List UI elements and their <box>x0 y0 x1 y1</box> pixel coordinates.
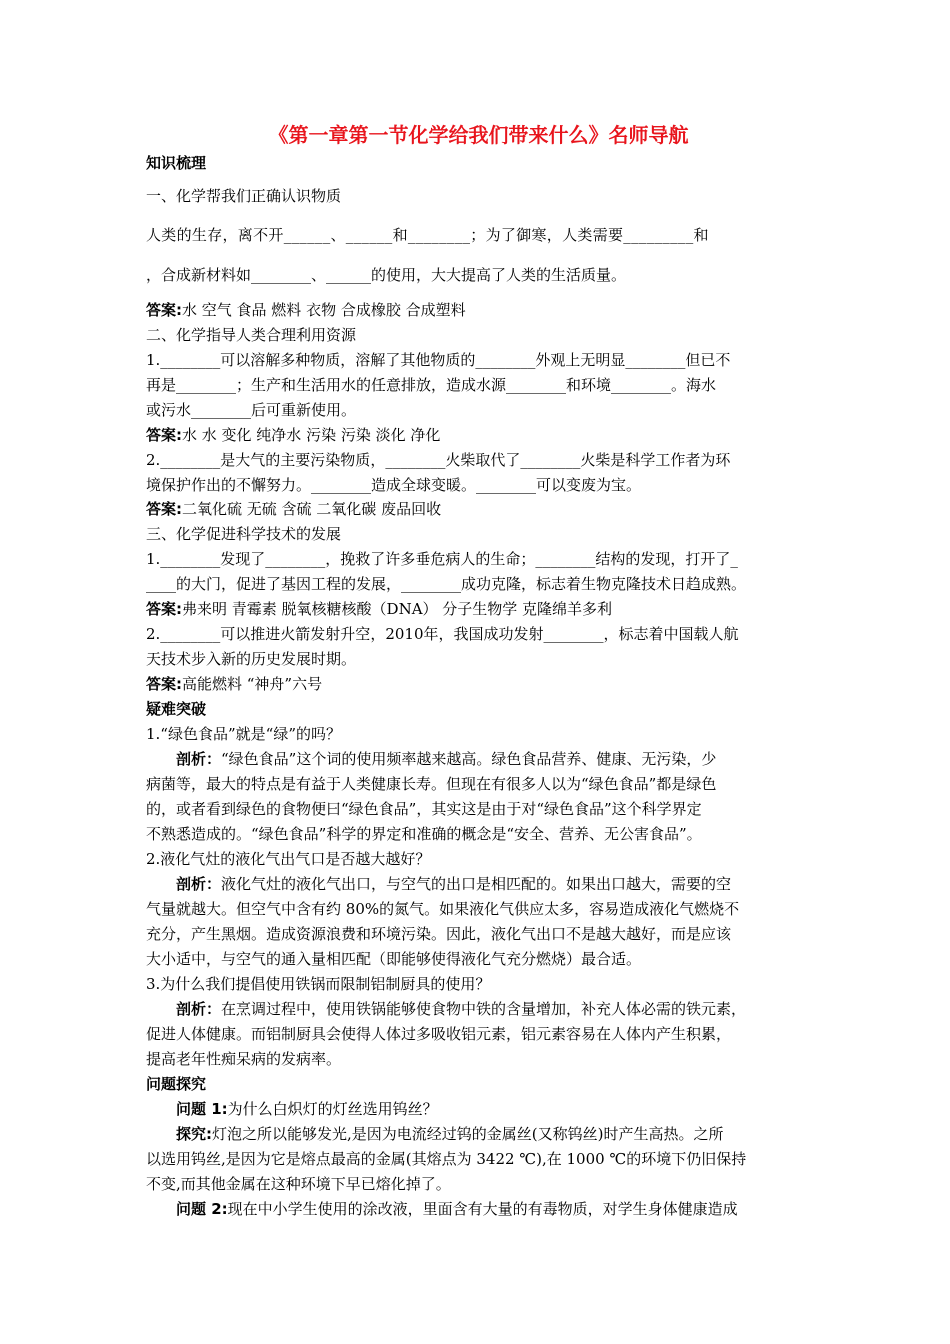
inquiry-text: 灯泡之所以能够发光,是因为电流经过钨的金属丝(又称钨丝)时产生高热。之所 <box>212 1125 724 1143</box>
answer-text: 水 水 变化 纯净水 污染 污染 淡化 净化 <box>182 426 441 444</box>
subheading-3: 三、化学促进科学技术的发展 <box>146 525 342 543</box>
answer-label: 答案: <box>146 675 182 693</box>
analysis-line <box>176 874 731 894</box>
inquiry-label: 探究: <box>176 1125 212 1143</box>
answer-label: 答案: <box>146 500 182 518</box>
section-heading-knowledge: 知识梳理 <box>146 154 207 172</box>
paragraph-line: 病菌等，最大的特点是有益于人类健康长寿。但现在有很多人以为“绿色食品”都是绿色 <box>146 775 717 793</box>
answer-label: 答案: <box>146 426 182 444</box>
paragraph-line: 不熟悉造成的。“绿色食品”科学的界定和准确的概念是“安全、营养、无公害食品”。 <box>146 825 702 843</box>
paragraph-line: 促进人体健康。而铝制厨具会使得人体过多吸收铝元素，铝元素容易在人体内产生积累， <box>146 1025 732 1043</box>
paragraph-line: 充分，产生黑烟。造成资源浪费和环境污染。因此，液化气出口不是越大越好，而是应该 <box>146 925 732 943</box>
analysis-label: 剖析： <box>176 750 222 768</box>
analysis-label: 剖析： <box>176 1000 222 1018</box>
problem-line <box>176 1199 738 1219</box>
analysis-text: 液化气灶的液化气出口，与空气的出口是相匹配的。如果出口越大，需要的空 <box>221 875 732 893</box>
answer-label: 答案: <box>146 600 182 618</box>
answer-line <box>146 425 440 445</box>
question-line: ____的大门，促进了基因工程的发展，________成功克隆，标志着生物克隆技术日趋成熟。 <box>146 575 747 593</box>
question-line: 再是________；生产和生活用水的任意排放，造成水源________和环境________。海水 <box>146 376 717 394</box>
analysis-text: “绿色食品”这个词的使用频率越来越高。绿色食品营养、健康、无污染，少 <box>221 750 717 768</box>
problem-line <box>176 1099 438 1119</box>
question-line: 1.________发现了________，挽救了许多垂危病人的生命；________结构的发现，打开了_ <box>146 550 738 568</box>
answer-line <box>146 300 466 320</box>
analysis-line <box>176 749 716 769</box>
page-title: 《第一章第一节化学给我们带来什么》名师导航 <box>268 123 689 147</box>
subheading-1: 一、化学帮我们正确认识物质 <box>146 187 342 205</box>
question-line: 人类的生存，离不开______、______和________；为了御寒，人类需要_________和 <box>146 226 709 244</box>
question-line: 或污水________后可重新使用。 <box>146 401 357 419</box>
answer-text: 水 空气 食品 燃料 衣物 合成橡胶 合成塑料 <box>182 301 466 319</box>
inquiry-line <box>176 1124 723 1144</box>
paragraph-line: 气量就越大。但空气中含有约 80%的氮气。如果液化气供应太多，容易造成液化气燃烧不 <box>146 900 740 918</box>
question-line: 2.________是大气的主要污染物质，________火柴取代了________火柴是科学工作者为环 <box>146 451 731 469</box>
problem-text: 为什么白炽灯的灯丝选用钨丝？ <box>227 1100 438 1118</box>
question-line: 2.液化气灶的液化气出气口是否越大越好？ <box>146 850 431 868</box>
question-line: 境保护作出的不懈努力。________造成全球变暖。________可以变废为宝。 <box>146 476 642 494</box>
answer-text: 二氧化硫 无硫 含硫 二氧化碳 废品回收 <box>182 500 442 518</box>
question-line: 1.________可以溶解多种物质，溶解了其他物质的________外观上无明显________但已不 <box>146 351 731 369</box>
answer-label: 答案: <box>146 301 182 319</box>
paragraph-line: 以选用钨丝,是因为它是熔点最高的金属(其熔点为 3422 ℃),在 1000 ℃的环境下仍旧保持 <box>146 1150 747 1168</box>
problem-label: 问题 2: <box>176 1200 228 1218</box>
problem-text: 现在中小学生使用的涂改液，里面含有大量的有毒物质，对学生身体健康造成 <box>227 1200 738 1218</box>
section-heading-difficulties: 疑难突破 <box>146 700 207 718</box>
answer-text: 高能燃料 “神舟”六号 <box>182 675 323 693</box>
answer-text: 弗来明 青霉素 脱氧核糖核酸（DNA） 分子生物学 克隆绵羊多利 <box>182 600 613 618</box>
subheading-2: 二、化学指导人类合理利用资源 <box>146 326 357 344</box>
answer-line <box>146 599 612 619</box>
question-line: 2.________可以推进火箭发射升空，2010年，我国成功发射________，标志着中国载人航 <box>146 625 739 643</box>
answer-line <box>146 499 441 519</box>
question-line: 3.为什么我们提倡使用铁锅而限制铝制厨具的使用？ <box>146 975 491 993</box>
paragraph-line: 提高老年性痴呆病的发病率。 <box>146 1050 342 1068</box>
question-line: 1.“绿色食品”就是“绿”的吗？ <box>146 725 341 743</box>
question-line: ，合成新材料如________、______的使用，大大提高了人类的生活质量。 <box>146 266 627 284</box>
paragraph-line: 大小适中，与空气的通入量相匹配（即能够使得液化气充分燃烧）最合适。 <box>146 950 642 968</box>
answer-line <box>146 674 322 694</box>
section-heading-inquiry: 问题探究 <box>146 1075 207 1093</box>
paragraph-line: 的，或者看到绿色的食物便曰“绿色食品”，其实这是由于对“绿色食品”这个科学界定 <box>146 800 702 818</box>
problem-label: 问题 1: <box>176 1100 228 1118</box>
paragraph-line: 不变,而其他金属在这种环境下早已熔化掉了。 <box>146 1175 451 1193</box>
question-line: 天技术步入新的历史发展时期。 <box>146 650 357 668</box>
analysis-line <box>176 999 746 1019</box>
analysis-label: 剖析： <box>176 875 222 893</box>
analysis-text: 在烹调过程中，使用铁锅能够使食物中铁的含量增加，补充人体必需的铁元素， <box>221 1000 747 1018</box>
